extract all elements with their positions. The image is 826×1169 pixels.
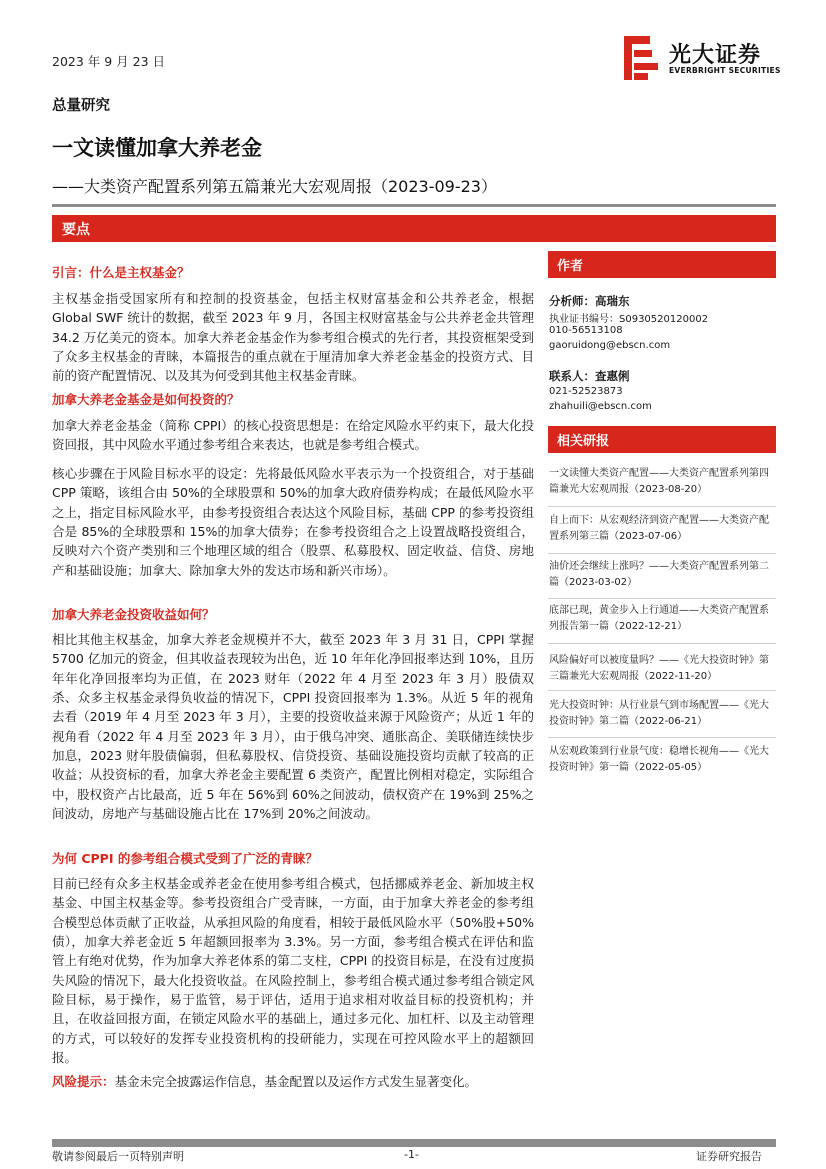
related-report-item[interactable]: 一文读懂大类资产配置——大类资产配置系列第四篇兼光大宏观周报（2023-08-20）: [549, 468, 769, 495]
related-divider: [548, 506, 776, 507]
risk-label: 风险提示：: [52, 1074, 115, 1089]
brand-logo: [624, 36, 784, 80]
analyst-role: 分析师：: [549, 294, 595, 308]
disclaimer-link[interactable]: 敬请参阅最后一页特别声明: [52, 1150, 184, 1163]
risk-text: 基金未完全披露运作信息，基金配置以及运作方式发生显著变化。: [114, 1074, 478, 1089]
section-paragraph: 主权基金指受国家所有和控制的投资基金，包括主权财富基金和公共养老金，根据 Global SWF 统计的数据，截至 2023 年 9 月，各国主权财富基金与公共养老金共管理 34.2 万亿美元的资本。加拿大养老金基金作为参考组合模式的先行者，其投资框架受到了众多主权基金的青睐，本篇报告的重点就在于厘清加拿大养老金基金的投资方式、目前的资产配置情况、以及其为何受到其他主权基金青睐。: [52, 291, 534, 384]
header-divider: [52, 204, 776, 207]
contact-line: [549, 368, 630, 384]
report-category: 总量研究: [52, 98, 110, 114]
section-heading: 为何 CPPI 的参考组合模式受到了广泛的青睐？: [52, 851, 318, 866]
author-label: 作者: [557, 259, 584, 274]
brand-name-en: EVERBRIGHT SECURITIES: [669, 66, 781, 75]
section-heading: 加拿大养老金投资收益如何？: [52, 607, 215, 622]
footer-divider: [52, 1139, 776, 1147]
section-heading: 加拿大养老金基金是如何投资的？: [52, 392, 240, 407]
brand-name-cn: 光大证券: [669, 43, 762, 68]
page-number: -1-: [404, 1148, 419, 1161]
section-paragraph: 目前已经有众多主权基金或养老金在使用参考组合模式，包括挪威养老金、新加坡主权基金、中国主权基金等。参考投资组合广受青睐，一方面，由于加拿大养老金的参考组合模型总体贡献了正收益，从承担风险的角度看，相较于最低风险水平（50%股+50%债），加拿大养老金近 5 年超额回报率为 3.3%。另一方面，参考组合模式在评估和监管上有绝对优势，作为加拿大养老体系的第二支柱，CPPI 的投资目标是，在没有过度损失风险的情况下，最大化投资收益。在风险控制上，参考组合模式通过参考组合锁定风险目标，易于操作，易于监管，易于评估，适用于追求相对收益目标的投资机构；并且，在收益回报方面，在锁定风险水平的基础上，通过多元化、加杠杆、以及主动管理的方式，可以较好的发挥专业投资机构的投研能力，实现在可控风险水平上的超额回报。: [52, 876, 534, 1066]
related-report-item[interactable]: 从宏观政策到行业景气度：稳增长视角——《光大投资时钟》第一篇（2022-05-05）: [549, 746, 769, 773]
section-paragraph: 核心步骤在于风险目标水平的设定：先将最低风险水平表示为一个投资组合，对于基础 CPP 策略，该组合由 50%的全球股票和 50%的加拿大政府债券构成；在最低风险水平之上，指定目标风险水平，由参考投资组合表达这个风险目标，基础 CPP 的参考投资组合是 85%的全球股票和 15%的加拿大债券；在参考投资组合之上设置战略投资组合，反映对六个资产类别和三个地理区域的组合（股票、私募股权、固定收益、信贷、房地产和基础设施；加拿大、除加拿大外的发达市场和新兴市场）。: [52, 466, 534, 578]
risk-warning: [52, 1072, 477, 1090]
contact-role: 联系人：: [549, 369, 595, 383]
analyst-phone: 010-56513108: [549, 325, 623, 336]
keypoints-label: 要点: [62, 222, 90, 238]
contact-phone: 021-52523873: [549, 386, 623, 397]
related-divider: [548, 598, 776, 599]
related-report-item[interactable]: 自上而下：从宏观经济到资产配置——大类资产配置系列第三篇（2023-07-06）: [549, 515, 769, 542]
analyst-email[interactable]: gaoruidong@ebscn.com: [549, 340, 671, 351]
everbright-logo-icon: [624, 36, 658, 80]
contact-email[interactable]: zhahuili@ebscn.com: [549, 401, 652, 412]
section-paragraph: 加拿大养老金基金（简称 CPPI）的核心投资思想是：在给定风险水平约束下，最大化投资回报，其中风险水平通过参考组合来表达，也就是参考组合模式。: [52, 418, 534, 453]
keypoints-banner: [52, 215, 776, 242]
related-report-item[interactable]: 底部已现，黄金步入上行通道——大类资产配置系列报告第一篇（2022-12-21）: [549, 605, 769, 632]
report-subtitle: ——大类资产配置系列第五篇兼光大宏观周报（2023-09-23）: [52, 177, 497, 196]
related-report-item[interactable]: 光大投资时钟：从行业景气到市场配置——《光大投资时钟》第二篇（2022-06-21）: [549, 700, 769, 727]
author-banner: [548, 251, 776, 278]
related-divider: [548, 690, 776, 691]
related-divider: [548, 643, 776, 644]
related-label: 相关研报: [557, 434, 610, 449]
contact-name: 查惠俐: [595, 369, 630, 383]
analyst-license: 执业证书编号：S0930520120002: [549, 314, 709, 325]
section-heading: 引言：什么是主权基金？: [52, 265, 190, 280]
report-date: 2023 年 9 月 23 日: [52, 54, 166, 69]
analyst-name: 高瑞东: [595, 294, 630, 308]
related-banner: [548, 426, 776, 453]
related-divider: [548, 553, 776, 554]
report-title: 一文读懂加拿大养老金: [52, 136, 262, 160]
report-type: 证券研究报告: [696, 1150, 762, 1163]
analyst-line: [549, 293, 630, 309]
section-paragraph: 相比其他主权基金，加拿大养老金规模并不大，截至 2023 年 3 月 31 日，CPPI 掌握 5700 亿加元的资金，但其收益表现较为出色，近 10 年年化净回报率达到 10%，且历年年化净回报率均为正值，在 2023 财年（2022 年 4 月至 2023 年 3 月）股债双杀、众多主权基金录得负收益的情况下，CPPI 投资回报率为 1.3%。从近 5 年的视角去看（2019 年 4 月至 2023 年 3 月），主要的投资收益来源于风险资产；从近 1 年的视角看（2022 年 4 月至 2023 年 3 月），由于俄乌冲突、通胀高企、美联储连续快步加息，2023 财年股债偏弱，但私募股权、信贷投资、基础设施投资均贡献了较高的正收益；从投资标的看，加拿大养老金主要配置 6 类资产，配置比例相对稳定，实际组合中，股权资产占比最高，近 5 年在 56%到 60%之间波动，债权资产在 19%到 25%之间波动，房地产与基础设施占比在 17%到 20%之间波动。: [52, 632, 534, 822]
related-report-item[interactable]: 油价还会继续上涨吗？——大类资产配置系列第二篇（2023-03-02）: [549, 561, 769, 588]
related-report-item[interactable]: 风险偏好可以被度量吗？——《光大投资时钟》第三篇兼光大宏观周报（2022-11-20）: [549, 655, 769, 682]
related-divider: [548, 737, 776, 738]
